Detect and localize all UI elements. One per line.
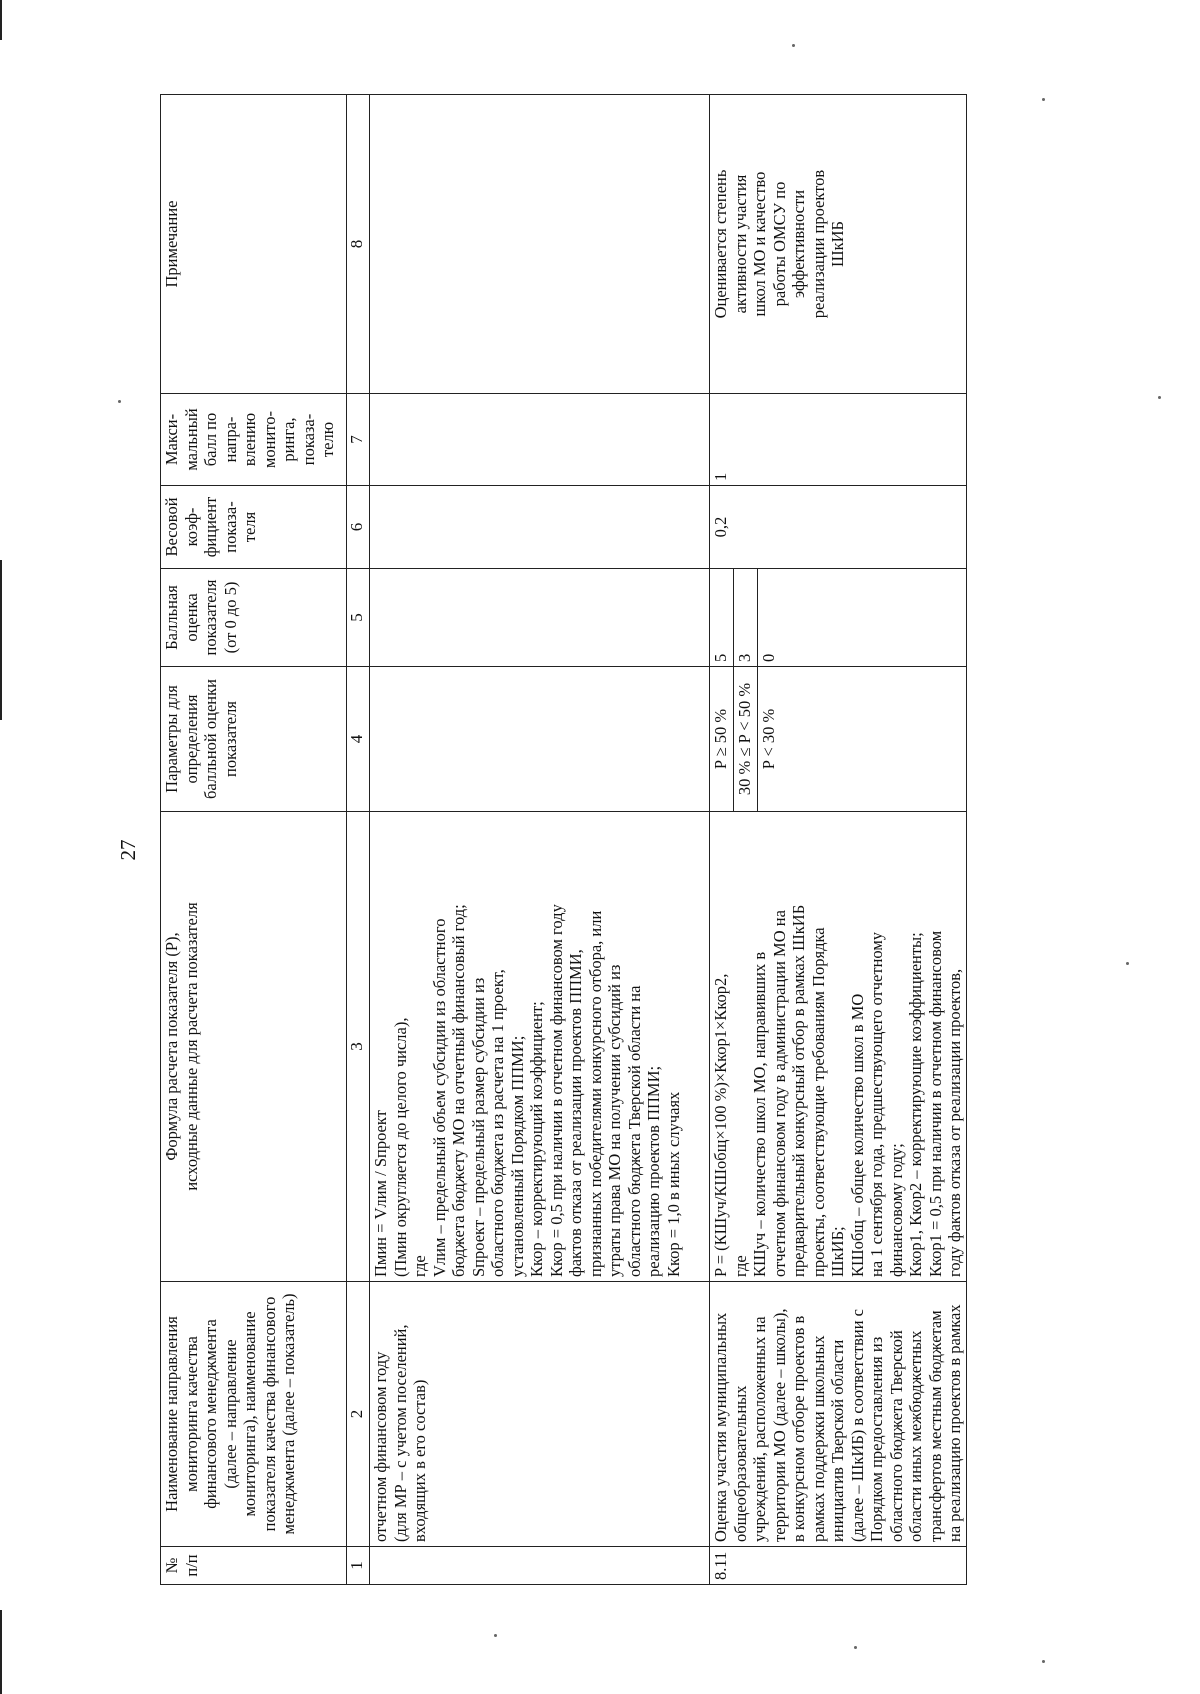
column-number: 6	[347, 486, 370, 569]
text-line: рамках поддержки школьных	[808, 1335, 828, 1542]
row-formula	[710, 812, 967, 1282]
text-line: Примечание	[162, 200, 181, 288]
text-line: работы ОМСУ по	[769, 181, 789, 307]
text-line: Ккор – корректирующий коэффициент;	[527, 1001, 546, 1277]
text-line: оценка	[181, 593, 201, 642]
text-line: показа-	[298, 413, 318, 466]
text-line: школ МО и качество	[750, 171, 769, 317]
param-value: 30 % ≤ P < 50 %	[734, 667, 758, 811]
text-line: коэф-	[181, 507, 201, 547]
text-line: Параметры для	[162, 685, 181, 793]
header-num	[161, 1547, 347, 1585]
text-line: показателя качества финансового	[259, 1296, 279, 1532]
row-note	[370, 95, 710, 394]
text-line: ринга,	[279, 417, 298, 462]
text-line: общеобразовательных	[730, 1385, 750, 1542]
row-params	[370, 667, 710, 812]
text-line: где	[730, 1255, 750, 1277]
text-line: монито-	[259, 410, 279, 469]
header-params	[161, 667, 347, 812]
text-line: финансовому году;	[886, 1143, 906, 1277]
scan-speck	[1042, 1660, 1045, 1663]
text-line: инициатив Тверской области	[828, 1339, 847, 1542]
text-line: КШобщ – общее количество школ в МО	[847, 993, 867, 1277]
text-line: (далее – направление	[220, 1339, 240, 1489]
scan-speck	[118, 400, 121, 403]
column-number: 2	[347, 1282, 370, 1547]
text-line: фактов отказа от реализации проектов ППМИ,	[566, 949, 585, 1277]
text-line: финансового менеджмента	[201, 1319, 220, 1509]
text-line: Ккор = 1,0 в иных случаях	[663, 1091, 683, 1277]
scan-speck	[1126, 962, 1129, 965]
column-number: 5	[347, 569, 370, 667]
text-line: реализации проектов	[808, 169, 828, 319]
text-line: (от 0 до 5)	[220, 581, 240, 654]
text-line: входящих в его состав)	[410, 1379, 429, 1542]
row-num: 8.11	[710, 1547, 967, 1585]
scan-speck	[1042, 98, 1045, 101]
row-score	[710, 569, 967, 667]
text-line: Макси-	[162, 413, 181, 466]
text-line: Оценка участия муниципальных	[711, 1312, 730, 1542]
text-line: эффективности	[789, 189, 808, 299]
text-line: показателя	[220, 701, 240, 777]
param-value: P ≥ 50 %	[710, 667, 734, 811]
text-line: признанных победителями конкурсного отбора, или	[585, 910, 605, 1277]
text-line: трансфертов местным бюджетам	[925, 1310, 945, 1542]
text-line: балльной оценки	[201, 679, 220, 799]
text-line: телю	[318, 421, 337, 458]
text-line: территории МО (далее – школы),	[769, 1308, 789, 1542]
score-subtable	[710, 569, 781, 666]
text-line: на реализацию проектов в рамках	[945, 1304, 964, 1542]
text-line: КШуч – количество школ МО, направивших в	[750, 951, 769, 1277]
text-line: менеджмента (далее – показатель)	[279, 1293, 298, 1535]
text-line: Sпроект – предельный размер субсидии из	[468, 977, 488, 1277]
text-line: п/п	[181, 1554, 201, 1577]
row-max: 1	[710, 394, 967, 486]
text-line: мониторинга), наименование	[240, 1311, 259, 1517]
text-line: Наименование направления	[162, 1316, 181, 1512]
param-value: P < 30 %	[759, 708, 778, 770]
text-line: (далее – ШкИБ) в соответствии с	[847, 1308, 867, 1542]
score-value: 0	[759, 653, 778, 662]
text-line: Ккор = 0,5 при наличии в отчетном финансовом году	[546, 904, 566, 1277]
text-line: проекты, соответствующие требованиям Порядка	[808, 927, 828, 1277]
row-params	[710, 667, 967, 812]
text-line: областного бюджета Тверской области на	[624, 985, 644, 1277]
scan-speck	[1158, 396, 1161, 399]
text-line: фициент	[201, 496, 220, 558]
text-line: ШкИБ	[828, 220, 847, 268]
text-line: Пмин = Vлим / Sпроект	[371, 1110, 390, 1277]
text-line: ШкИБ;	[828, 1226, 847, 1277]
text-line: показателя	[201, 579, 220, 656]
text-line: Ккор1 = 0,5 при наличии в отчетном финансовом	[925, 930, 945, 1277]
text-line: бюджета бюджету МО на отчетный финансовый год;	[449, 904, 468, 1277]
text-line: мальный	[181, 408, 201, 471]
text-line: на 1 сентября года, предшествующего отчетному	[867, 931, 886, 1277]
table-row-8-11	[710, 95, 967, 1585]
score-value: 5	[710, 569, 734, 666]
scan-speck	[854, 1646, 857, 1649]
row-score	[370, 569, 710, 667]
text-line: P = (КШуч/КШобщ×100 %)×Ккор1×Ккор2,	[711, 973, 730, 1277]
header-formula	[161, 812, 347, 1282]
text-line: Vлим – предельный объем субсидии из областного	[429, 918, 449, 1277]
text-line: областного бюджета Тверской	[886, 1330, 906, 1542]
scan-edge-mid-left	[0, 560, 2, 720]
row-note	[710, 95, 967, 394]
text-line: утраты права МО на получении субсидий из	[605, 964, 624, 1277]
text-line: Порядком предоставления из	[867, 1336, 886, 1542]
header-row	[161, 95, 347, 1585]
score-value: 3	[734, 569, 758, 666]
text-line: отчетном финансовом году в администрации МО на	[769, 910, 789, 1277]
text-line: предварительный конкурсный отбор в рамках ШкИБ	[789, 904, 808, 1277]
scan-edge-top-left	[0, 0, 2, 40]
scan-speck	[494, 1634, 497, 1637]
text-line: Формула расчета показателя (P),	[162, 932, 181, 1161]
header-name	[161, 1282, 347, 1547]
row-name	[370, 1282, 710, 1547]
text-line: Ккор1, Ккор2 – корректирующие коэффициенты;	[906, 932, 925, 1277]
text-line: в конкурсном отборе проектов в	[789, 1315, 808, 1542]
row-max	[370, 394, 710, 486]
text-line: исходные данные для расчета показателя	[181, 902, 201, 1191]
text-line: отчетном финансовом году	[371, 1351, 390, 1542]
scan-edge-bottom-left	[0, 1610, 2, 1694]
text-line: Оценивается степень	[711, 169, 730, 319]
table-row-continuation	[370, 95, 710, 1585]
text-line: напра-	[220, 416, 240, 463]
page-number: 27	[115, 839, 140, 861]
row-weight	[370, 486, 710, 569]
column-number: 4	[347, 667, 370, 812]
text-line: Балльная	[162, 585, 181, 650]
text-line: учреждений, расположенных на	[750, 1316, 769, 1542]
column-number: 1	[347, 1547, 370, 1585]
row-num	[370, 1547, 710, 1585]
text-line: (для МР – с учетом поселений,	[390, 1324, 410, 1542]
text-line: мониторинга качества	[181, 1336, 201, 1492]
text-line: году фактов отказа от реализации проектов,	[945, 968, 964, 1277]
column-number: 8	[347, 95, 370, 394]
text-line: №	[162, 1557, 181, 1574]
text-line: влению	[240, 412, 259, 467]
text-line: балл по	[201, 412, 220, 467]
text-line: областного бюджета из расчета на 1 проект,	[488, 969, 507, 1277]
scan-speck	[792, 44, 795, 47]
rotated-table-container	[160, 95, 964, 1585]
text-line: Весовой	[162, 497, 181, 557]
column-number: 7	[347, 394, 370, 486]
text-line: определения	[181, 694, 201, 784]
text-line: установленный Порядком ППМИ;	[507, 1035, 527, 1277]
text-line: активности участия	[730, 174, 750, 314]
text-line: показа-	[220, 501, 240, 553]
text-line: (Пмин округляется до целого числа),	[390, 1017, 410, 1277]
row-name	[710, 1282, 967, 1547]
params-subtable	[710, 667, 781, 811]
header-max-score	[161, 394, 347, 486]
text-line: реализацию проектов ППМИ;	[644, 1065, 663, 1277]
column-number: 3	[347, 812, 370, 1282]
row-weight: 0,2	[710, 486, 967, 569]
text-line: теля	[240, 511, 259, 543]
header-weight	[161, 486, 347, 569]
column-number-row	[347, 95, 370, 1585]
header-note	[161, 95, 347, 394]
monitoring-table	[160, 94, 967, 1585]
text-line: где	[410, 1255, 429, 1277]
header-score	[161, 569, 347, 667]
text-line: области иных межбюджетных	[906, 1330, 925, 1542]
row-formula	[370, 812, 710, 1282]
